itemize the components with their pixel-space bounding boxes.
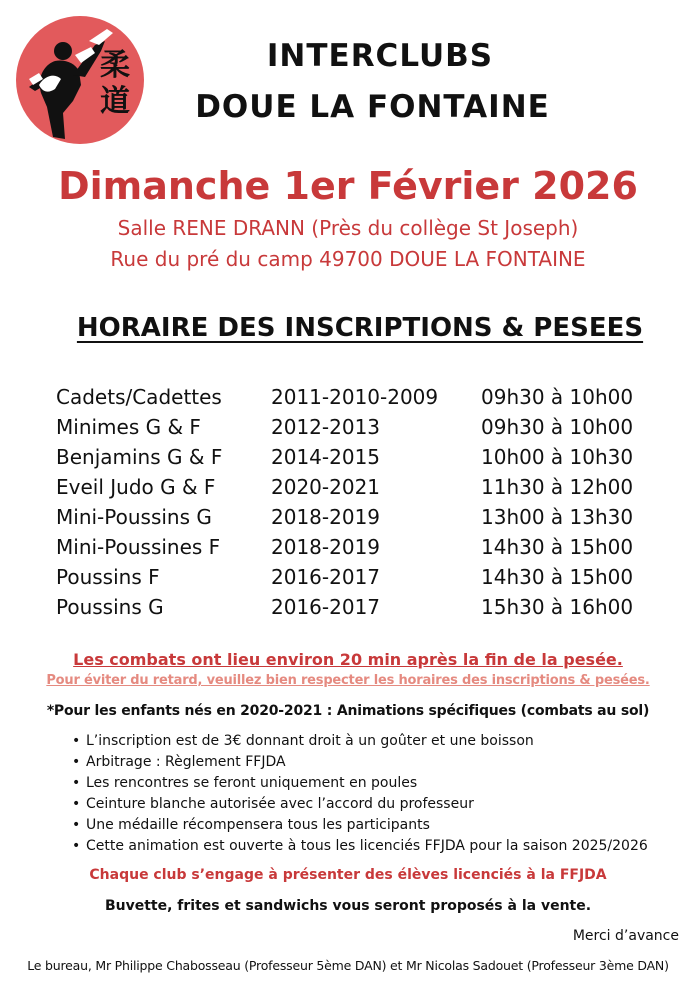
row-time: 09h30 à 10h00 bbox=[481, 385, 634, 409]
row-category: Benjamins G & F bbox=[56, 445, 223, 469]
schedule-row bbox=[56, 565, 676, 595]
row-category: Poussins G bbox=[56, 595, 164, 619]
list-item: • L’inscription est de 3€ donnant droit à un goûter et une boisson bbox=[72, 731, 648, 752]
row-category: Cadets/Cadettes bbox=[56, 385, 222, 409]
buvette-info: Buvette, frites et sandwichs vous seront proposés à la vente. bbox=[104, 898, 592, 914]
row-category: Mini-Poussins G bbox=[56, 505, 212, 529]
row-time: 11h30 à 12h00 bbox=[481, 475, 634, 499]
schedule-title: HORAIRE DES INSCRIPTIONS & PESEES bbox=[76, 313, 644, 343]
club-commitment: Chaque club s’engage à présenter des élèves licenciés à la FFJDA bbox=[89, 867, 607, 883]
logo-glyph-ju: 柔 bbox=[100, 48, 130, 83]
row-years: 2016-2017 bbox=[271, 595, 381, 619]
thanks-text: Merci d’avance bbox=[572, 928, 679, 944]
row-years: 2018-2019 bbox=[271, 505, 381, 529]
schedule-row bbox=[56, 445, 676, 475]
list-item: • Cette animation est ouverte à tous les licenciés FFJDA pour la saison 2025/2026 bbox=[72, 836, 648, 857]
enfants-note: *Pour les enfants nés en 2020-2021 : Animations spécifiques (combats au sol) bbox=[46, 703, 650, 719]
schedule-row bbox=[56, 505, 676, 535]
row-years: 2020-2021 bbox=[271, 475, 381, 499]
schedule-row bbox=[56, 385, 676, 415]
judo-logo bbox=[15, 15, 145, 145]
list-item: • Arbitrage : Règlement FFJDA bbox=[72, 752, 648, 773]
schedule-row bbox=[56, 535, 676, 565]
row-time: 13h00 à 13h30 bbox=[481, 505, 634, 529]
row-time: 15h30 à 16h00 bbox=[481, 595, 634, 619]
row-category: Poussins F bbox=[56, 565, 160, 589]
event-date: Dimanche 1er Février 2026 bbox=[58, 164, 638, 208]
retard-note: Pour éviter du retard, veuillez bien respecter les horaires des inscriptions & pesées. bbox=[46, 673, 650, 688]
header-title-line1: INTERCLUBS bbox=[266, 38, 494, 74]
row-category: Eveil Judo G & F bbox=[56, 475, 216, 499]
row-category: Mini-Poussines F bbox=[56, 535, 221, 559]
signature-line: Le bureau, Mr Philippe Chabosseau (Professeur 5ème DAN) et Mr Nicolas Sadouet (Professeur 3ème DAN) bbox=[27, 958, 669, 973]
header-title-line2: DOUE LA FONTAINE bbox=[195, 89, 550, 125]
row-years: 2012-2013 bbox=[271, 415, 381, 439]
row-years: 2016-2017 bbox=[271, 565, 381, 589]
row-time: 14h30 à 15h00 bbox=[481, 565, 634, 589]
list-item: • Les rencontres se feront uniquement en poules bbox=[72, 773, 648, 794]
row-years: 2018-2019 bbox=[271, 535, 381, 559]
row-time: 10h00 à 10h30 bbox=[481, 445, 634, 469]
list-item: • Ceinture blanche autorisée avec l’accord du professeur bbox=[72, 794, 648, 815]
row-category: Minimes G & F bbox=[56, 415, 201, 439]
combats-note: Les combats ont lieu environ 20 min après la fin de la pesée. bbox=[73, 650, 623, 669]
row-years: 2011-2010-2009 bbox=[271, 385, 439, 409]
row-years: 2014-2015 bbox=[271, 445, 381, 469]
info-bullet-list bbox=[72, 731, 648, 857]
row-time: 14h30 à 15h00 bbox=[481, 535, 634, 559]
schedule-row bbox=[56, 475, 676, 505]
schedule-row bbox=[56, 415, 676, 445]
schedule-row bbox=[56, 595, 676, 625]
row-time: 09h30 à 10h00 bbox=[481, 415, 634, 439]
venue-line2: Rue du pré du camp 49700 DOUE LA FONTAINE bbox=[110, 247, 586, 271]
logo-glyph-do: 道 bbox=[100, 84, 130, 119]
venue-line1: Salle RENE DRANN (Près du collège St Joseph) bbox=[117, 216, 579, 240]
list-item: • Une médaille récompensera tous les participants bbox=[72, 815, 648, 836]
